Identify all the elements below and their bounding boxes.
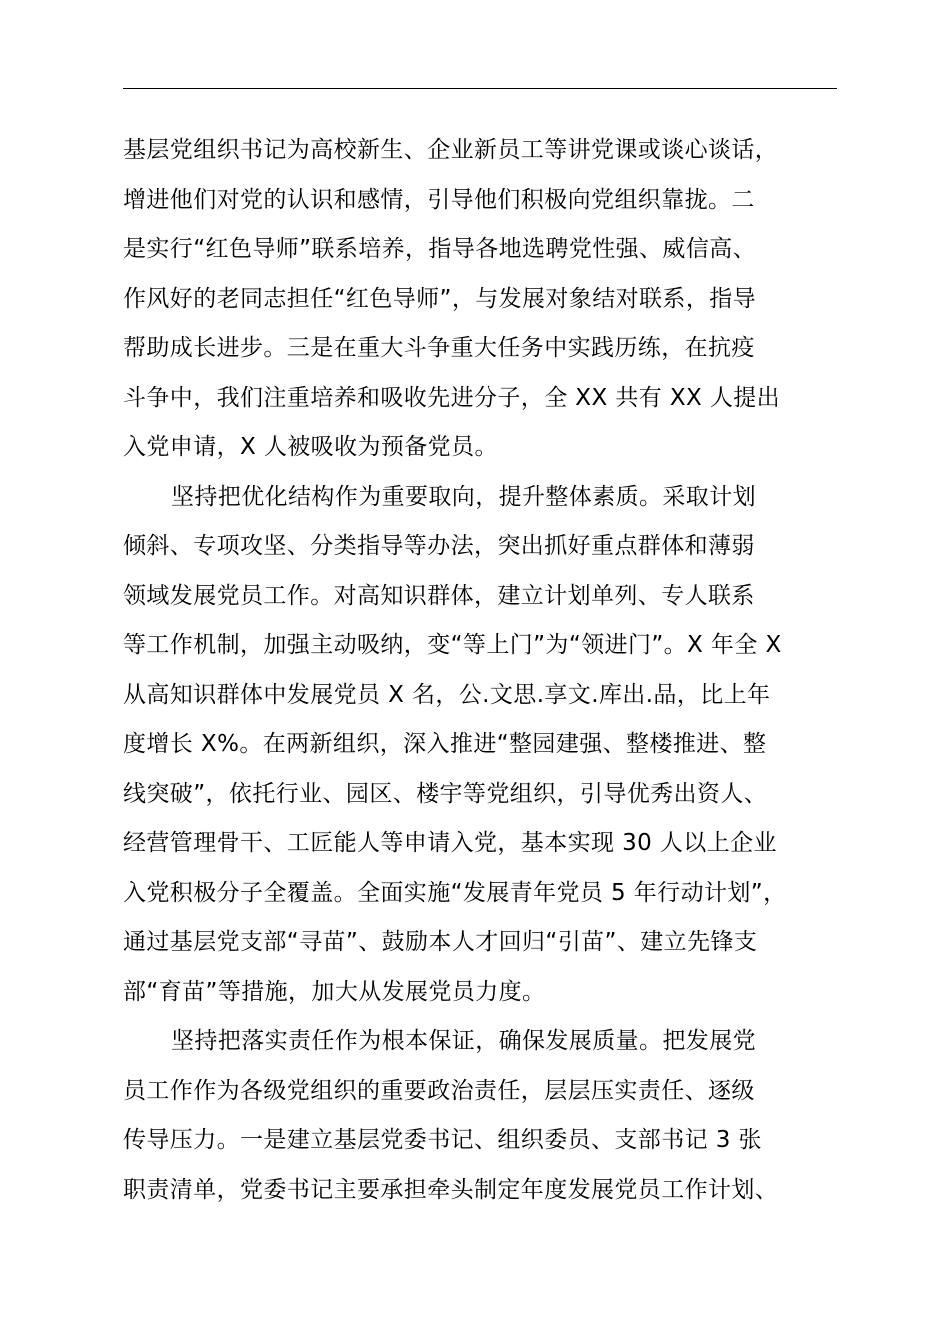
text-line: 入党申请，X 人被吸收为预备党员。 (123, 434, 498, 460)
paragraph-start-line: 坚持把优化结构作为重要取向，提升整体素质。采取计划 (171, 483, 756, 510)
text-line: 基层党组织书记为高校新生、企业新员工等讲党课或谈心谈话， (123, 137, 779, 163)
text-line: 度增长 X%。在两新组织，深入推进“整园建强、整楼推进、整 (123, 731, 767, 757)
text-line: 员工作作为各级党组织的重要政治责任，层层压实责任、逐级 (123, 1077, 755, 1104)
text-line: 入党积极分子全覆盖。全面实施“发展青年党员 5 年行动计划”， (123, 879, 787, 906)
paragraph-start-line: 坚持把落实责任作为根本保证，确保发展质量。把发展党 (171, 1028, 756, 1054)
text-line: 等工作机制，加强主动吸纳，变“等上门”为“领进门”。X 年全 X (123, 632, 782, 658)
text-line: 帮助成长进步。三是在重大斗争重大任务中实践历练，在抗疫 (123, 335, 755, 361)
document-body (123, 126, 863, 1215)
text-line: 部“育苗”等措施，加大从发展党员力度。 (123, 978, 546, 1005)
text-line: 斗争中，我们注重培养和吸收先进分子，全 XX 共有 XX 人提出 (123, 384, 781, 411)
text-line: 通过基层党支部“寻苗”、鼓励本人才回归“引苗”、建立先锋支 (123, 929, 758, 955)
text-line: 职责清单，党委书记主要承担牵头制定年度发展党员工作计划、 (123, 1176, 779, 1203)
text-line: 作风好的老同志担任“红色导师”，与发展对象结对联系，指导 (123, 285, 757, 312)
text-line: 领域发展党员工作。对高知识群体，建立计划单列、专人联系 (123, 582, 755, 609)
text-line: 倾斜、专项攻坚、分类指导等办法，突出抓好重点群体和薄弱 (123, 533, 755, 559)
text-line: 经营管理骨干、工匠能人等申请入党，基本实现 30 人以上企业 (123, 830, 777, 856)
text-line: 线突破”，依托行业、园区、楼宇等党组织，引导优秀出资人、 (123, 780, 768, 807)
text-line: 是实行“红色导师”联系培养，指导各地选聘党性强、威信高、 (123, 236, 757, 262)
text-line: 增进他们对党的认识和感情，引导他们积极向党组织靠拢。二 (123, 186, 755, 213)
text-line: 传导压力。一是建立基层党委书记、组织委员、支部书记 3 张 (123, 1127, 762, 1153)
text-line: 从高知识群体中发展党员 X 名，公.文思.享文.库出.品，比上年 (123, 681, 771, 708)
header-rule (123, 88, 837, 89)
